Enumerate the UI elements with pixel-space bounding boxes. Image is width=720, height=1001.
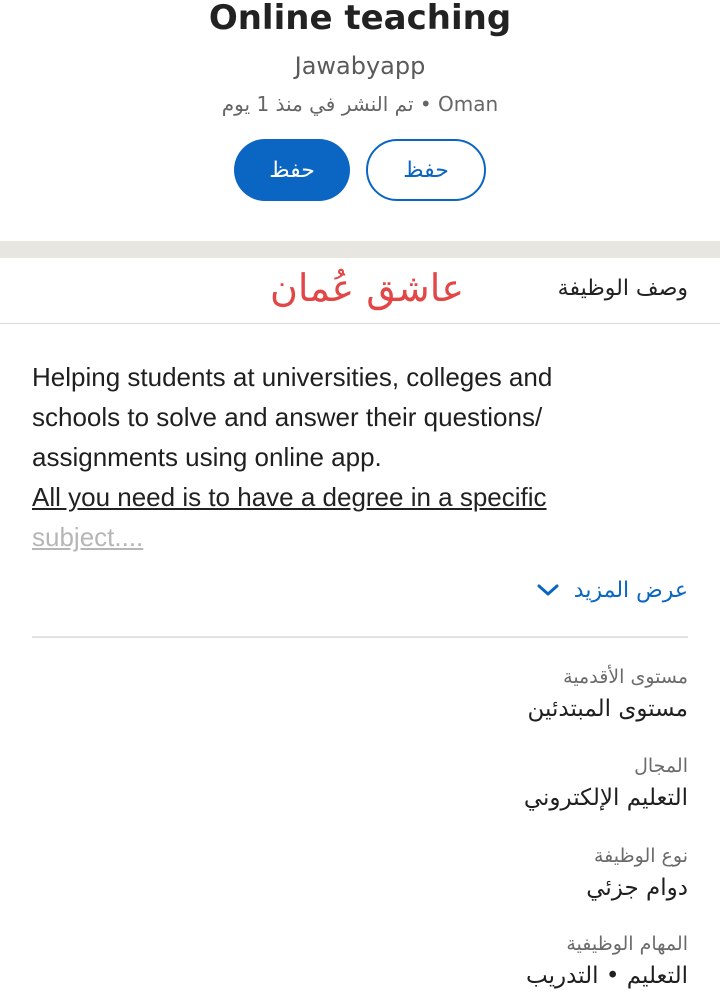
criteria-value: دوام جزئي (586, 875, 688, 901)
criteria-label: مستوى الأقدمية (563, 666, 688, 688)
criteria-label: المجال (634, 755, 688, 777)
job-description (32, 357, 652, 557)
save-button-secondary[interactable]: حفظ (366, 139, 486, 201)
description-link-line: All you need is to have a degree in a specific (32, 482, 547, 512)
save-button-primary[interactable]: حفظ (234, 139, 350, 201)
job-meta: Oman • تم النشر في منذ 1 يوم (221, 92, 499, 116)
criteria-label: المهام الوظيفية (566, 933, 688, 955)
criteria-item-seniority (528, 666, 688, 722)
criteria-item-employment-type (586, 845, 688, 901)
divider (0, 323, 720, 324)
criteria-item-job-functions (526, 933, 688, 989)
criteria-label: نوع الوظيفة (593, 845, 688, 867)
divider (32, 636, 688, 638)
section-title-job-description: وصف الوظيفة (557, 276, 688, 301)
show-more-button[interactable] (536, 578, 688, 603)
show-more-label: عرض المزيد (573, 578, 688, 603)
criteria-item-industry (524, 755, 688, 811)
criteria-value: التعليم الإلكتروني (523, 785, 688, 811)
description-line: assignments using online app. (32, 442, 382, 472)
watermark-text: عاشق عُمان (270, 266, 464, 310)
description-faded-line: subject.... (32, 522, 144, 552)
description-line: Helping students at universities, colleges and (32, 362, 553, 392)
criteria-value: مستوى المبتدئين (527, 696, 688, 722)
description-line: schools to solve and answer their questions/ (32, 402, 543, 432)
section-divider-band (0, 241, 720, 258)
job-title: Online teaching (208, 0, 512, 38)
company-name[interactable]: Jawabyapp (294, 52, 426, 80)
chevron-down-icon (536, 578, 560, 603)
criteria-value: التعليم • التدريب (526, 963, 688, 989)
